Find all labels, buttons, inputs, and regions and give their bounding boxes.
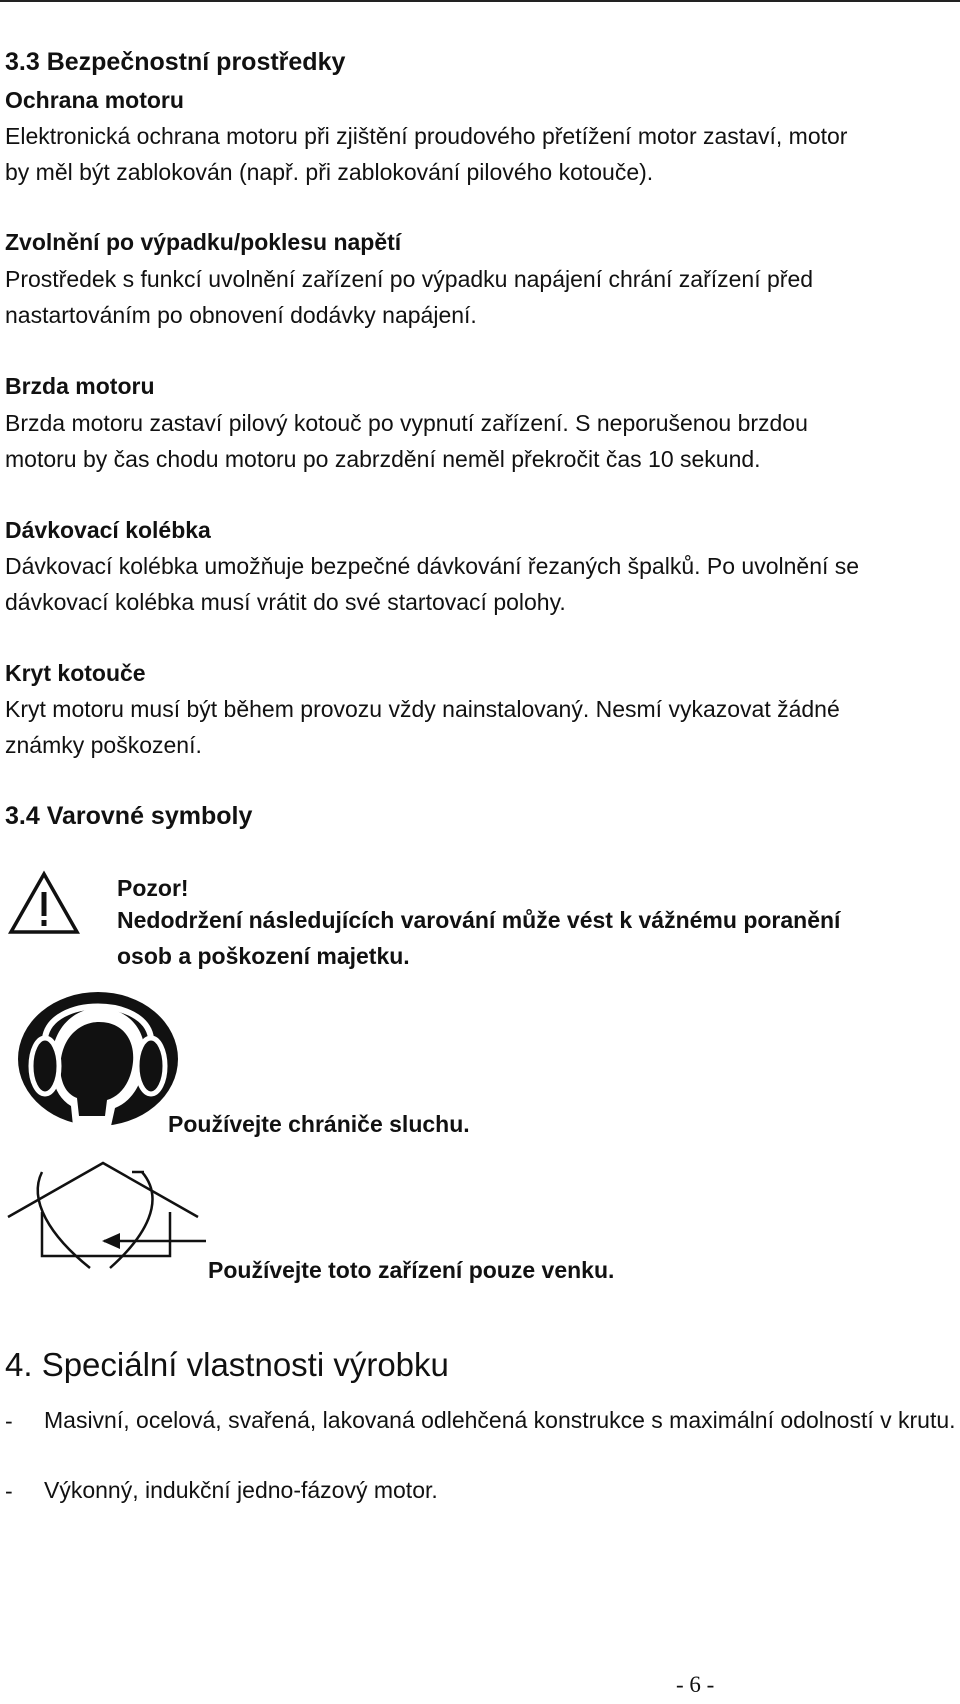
heading-kryt-kotouce: Kryt kotouče bbox=[5, 660, 146, 686]
warning-label: Pozor! bbox=[117, 875, 189, 901]
bullet-text: Výkonný, indukční jedno-fázový motor. bbox=[44, 1477, 438, 1503]
bullet-text: Masivní, ocelová, svařená, lakovaná odlehčená konstrukce s maximální odolností v krutu. bbox=[44, 1407, 956, 1433]
section-3-4-title: 3.4 Varovné symboly bbox=[5, 802, 253, 830]
bullet-marker: - bbox=[5, 1478, 13, 1504]
top-rule bbox=[0, 0, 960, 2]
paragraph-line: Brzda motoru zastaví pilový kotouč po vypnutí zařízení. S neporušenou brzdou bbox=[5, 410, 808, 436]
page-number: - 6 - bbox=[676, 1672, 715, 1697]
heading-davkovaci-kolebka: Dávkovací kolébka bbox=[5, 517, 211, 543]
bullet-marker: - bbox=[5, 1408, 13, 1434]
heading-brzda-motoru: Brzda motoru bbox=[5, 373, 155, 399]
ear-protection-text: Používejte chrániče sluchu. bbox=[168, 1111, 470, 1137]
paragraph-line: Dávkovací kolébka umožňuje bezpečné dávkování řezaných špalků. Po uvolnění se bbox=[5, 553, 860, 579]
paragraph-line: známky poškození. bbox=[5, 732, 202, 758]
warning-triangle-icon bbox=[8, 870, 80, 936]
paragraph-line: Kryt motoru musí být během provozu vždy nainstalovaný. Nesmí vykazovat žádné bbox=[5, 696, 840, 722]
paragraph-line: dávkovací kolébka musí vrátit do své startovací polohy. bbox=[5, 589, 566, 615]
paragraph-line: nastartováním po obnovení dodávky napájení. bbox=[5, 302, 477, 328]
paragraph-line: motoru by čas chodu motoru po zabrzdění neměl překročit čas 10 sekund. bbox=[5, 446, 761, 472]
outdoor-use-text: Používejte toto zařízení pouze venku. bbox=[208, 1257, 615, 1283]
outdoor-use-icon bbox=[6, 1160, 206, 1270]
section-3-3-title: 3.3 Bezpečnostní prostředky bbox=[5, 48, 346, 76]
paragraph-line: by měl být zablokován (např. při zablokování pilového kotouče). bbox=[5, 159, 654, 185]
warning-text-line: Nedodržení následujících varování může vést k vážnému poranění bbox=[117, 907, 841, 933]
ear-protection-icon bbox=[15, 990, 181, 1128]
heading-zvolneni: Zvolnění po výpadku/poklesu napětí bbox=[5, 229, 402, 255]
warning-text-line: osob a poškození majetku. bbox=[117, 943, 410, 969]
paragraph-line: Prostředek s funkcí uvolnění zařízení po výpadku napájení chrání zařízení před bbox=[5, 266, 814, 292]
heading-ochrana-motoru: Ochrana motoru bbox=[5, 87, 184, 113]
section-4-title: 4. Speciální vlastnosti výrobku bbox=[5, 1346, 449, 1383]
paragraph-line: Elektronická ochrana motoru při zjištění proudového přetížení motor zastaví, motor bbox=[5, 123, 848, 149]
